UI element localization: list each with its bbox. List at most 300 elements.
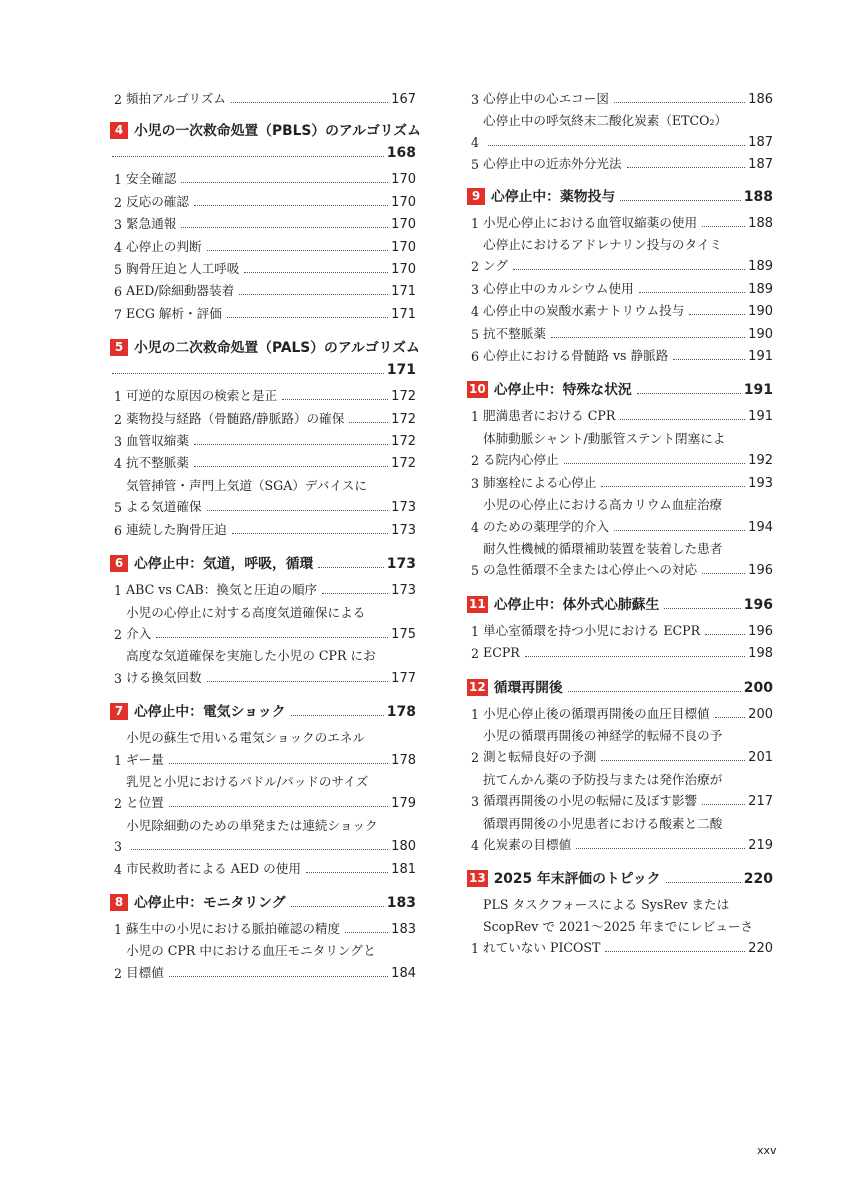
entry-number: 2 — [471, 750, 480, 766]
dot-leader — [207, 681, 389, 682]
toc-entry[interactable] — [467, 345, 773, 367]
toc-entry[interactable] — [110, 191, 416, 213]
entry-page-number: 219 — [748, 837, 773, 853]
entry-text-line: 小児の蘇生で用いる電気ショックのエネル — [126, 730, 366, 746]
section-page-number: 178 — [386, 704, 416, 721]
entry-text-line: 化炭素の目標値 — [483, 836, 572, 852]
entry-page-number: 167 — [391, 92, 416, 107]
entry-body — [126, 236, 416, 258]
entry-text-line: ング — [483, 258, 508, 274]
entry-last-line — [483, 132, 773, 153]
entry-last-line — [483, 834, 773, 856]
entry-page-number: 173 — [391, 522, 416, 538]
entry-number: 6 — [114, 284, 123, 300]
entry-text-line: 連続した胸骨圧迫 — [126, 521, 227, 537]
dot-leader — [169, 806, 388, 807]
section-number-badge: 5 — [110, 339, 128, 356]
entry-last-line — [126, 836, 416, 857]
section-heading[interactable] — [467, 594, 773, 616]
entry-body — [483, 538, 773, 582]
entry-last-line — [126, 168, 416, 190]
entry-last-line — [126, 258, 416, 280]
entry-body — [483, 234, 773, 278]
dot-leader — [689, 314, 745, 315]
section-title: 心停止中：体外式心肺蘇生 — [493, 596, 660, 613]
entry-text-line: 心停止中の心エコー図 — [483, 91, 609, 106]
toc-left-column — [110, 88, 421, 990]
entry-number: 6 — [114, 522, 123, 538]
dot-leader — [112, 373, 384, 374]
section-heading[interactable] — [467, 379, 773, 401]
entry-number: 6 — [471, 349, 480, 365]
dot-leader — [673, 359, 745, 360]
entry-number: 5 — [471, 326, 480, 342]
toc-entry[interactable] — [467, 769, 773, 813]
toc-entry[interactable] — [467, 88, 773, 110]
entry-page-number: 186 — [748, 92, 773, 107]
entry-page-number: 180 — [391, 839, 416, 855]
toc-entry[interactable] — [467, 725, 773, 769]
entry-number: 2 — [471, 259, 480, 275]
toc-entry[interactable] — [467, 212, 773, 234]
entry-body — [126, 940, 416, 984]
entry-number: 4 — [471, 519, 480, 535]
entry-body — [483, 110, 773, 153]
entry-last-line — [483, 516, 773, 538]
entry-page-number: 170 — [391, 239, 416, 255]
dot-leader — [605, 951, 745, 952]
toc-entry[interactable] — [110, 771, 416, 815]
toc-section — [467, 186, 773, 368]
toc-entry[interactable] — [110, 475, 416, 519]
toc-entry[interactable] — [467, 894, 773, 959]
entry-page-number: 220 — [748, 941, 773, 957]
toc-entry[interactable] — [467, 153, 773, 175]
dot-leader — [181, 227, 388, 228]
toc-entry[interactable] — [110, 727, 416, 771]
toc-entry[interactable] — [467, 642, 773, 664]
toc-entry[interactable] — [110, 519, 416, 541]
section-heading[interactable] — [110, 553, 416, 575]
section-page-number: 188 — [743, 188, 773, 205]
spacer — [467, 176, 773, 186]
dot-leader — [564, 463, 746, 464]
entry-last-line — [126, 88, 416, 110]
entry-body — [483, 278, 773, 300]
entry-text-line: 耐久性機械的循環補助装置を装着した患者 — [483, 540, 723, 556]
dot-leader — [601, 760, 745, 761]
entry-page-number: 179 — [391, 796, 416, 812]
entry-body — [483, 769, 773, 813]
entry-page-number: 172 — [391, 389, 416, 405]
toc-entry[interactable] — [110, 815, 416, 858]
entry-body — [483, 472, 773, 494]
entry-last-line — [126, 496, 416, 518]
toc-entry[interactable] — [467, 538, 773, 582]
toc-entry[interactable] — [467, 472, 773, 494]
entry-number: 2 — [114, 92, 123, 107]
toc-entry[interactable] — [110, 168, 416, 190]
entry-body — [126, 602, 416, 646]
entry-body — [483, 300, 773, 322]
toc-entry[interactable] — [110, 213, 416, 235]
section-page-number: 171 — [386, 362, 416, 379]
entry-text-line: 小児心停止後の循環再開後の血圧目標値 — [483, 705, 710, 721]
entry-last-line — [126, 623, 416, 645]
toc-section — [110, 553, 416, 689]
section-heading[interactable] — [110, 337, 420, 359]
section-heading[interactable] — [467, 186, 773, 208]
entry-page-number: 172 — [391, 434, 416, 450]
dot-leader — [620, 200, 741, 201]
section-entry-list — [110, 385, 416, 541]
entry-body — [126, 727, 416, 771]
entry-page-number: 187 — [748, 134, 773, 150]
entry-text-line: 小児の心停止に対する高度気道確保による — [126, 604, 366, 620]
entry-last-line — [483, 703, 773, 725]
entry-text-line: 薬物投与経路（骨髄路/静脈路）の確保 — [126, 410, 345, 426]
entry-text-line: 胸骨圧迫と人工呼吸 — [126, 261, 240, 277]
entry-text-line: 可逆的な原因の検索と是正 — [126, 388, 278, 404]
toc-section — [110, 701, 416, 880]
toc-entry[interactable] — [467, 428, 773, 472]
entry-last-line — [483, 405, 773, 427]
entry-number: 1 — [114, 389, 123, 405]
entry-last-line — [126, 667, 416, 689]
entry-text-line: 血管収縮薬 — [126, 433, 189, 449]
entry-page-number: 188 — [748, 215, 773, 231]
entry-text-line: 心停止中の呼気終末二酸化炭素（ETCO₂） — [483, 113, 728, 129]
section-title: 小児の二次救命処置（PALS）のアルゴリズム — [134, 340, 420, 357]
section-heading[interactable] — [467, 677, 773, 699]
section-entry-list — [467, 894, 773, 959]
dot-leader — [614, 102, 745, 103]
entry-number: 5 — [114, 500, 123, 516]
entry-page-number: 173 — [391, 583, 416, 599]
entry-text-line: よる気道確保 — [126, 499, 202, 515]
entry-text-line: れていない PICOST — [483, 940, 601, 956]
section-heading[interactable] — [110, 120, 421, 142]
entry-text-line: ScopRev で 2021～2025 年までにレビューさ — [483, 918, 754, 934]
entry-number: 3 — [471, 92, 480, 107]
entry-text-line: 肺塞栓による心停止 — [483, 474, 597, 490]
entry-last-line — [483, 323, 773, 345]
dot-leader — [639, 292, 745, 293]
dot-leader — [349, 422, 388, 423]
entry-text-line: のための薬理学的介入 — [483, 518, 609, 534]
entry-body — [483, 620, 773, 642]
dot-leader — [637, 393, 741, 394]
entry-body — [126, 408, 416, 430]
page-folio: xxv — [757, 1144, 777, 1157]
entry-last-line — [126, 519, 416, 541]
entry-page-number: 170 — [391, 262, 416, 278]
entry-last-line — [126, 792, 416, 814]
section-number-badge: 9 — [467, 188, 485, 205]
entry-body — [126, 771, 416, 815]
dot-leader — [705, 634, 745, 635]
toc-entry[interactable] — [467, 323, 773, 345]
section-entry-list — [467, 620, 773, 665]
entry-last-line — [126, 579, 416, 601]
entry-page-number: 196 — [748, 623, 773, 639]
entry-text-line: 頻拍アルゴリズム — [126, 91, 226, 106]
section-title: 心停止中：気道，呼吸，循環 — [134, 556, 314, 573]
section-title: 心停止中：特殊な状況 — [493, 382, 632, 399]
toc-entry[interactable] — [467, 278, 773, 300]
entry-text-line: 測と転帰良好の予測 — [483, 749, 597, 765]
entry-body — [483, 428, 773, 472]
entry-text-line: 心停止中の近赤外分光法 — [483, 156, 622, 172]
dot-leader — [551, 337, 745, 338]
dot-leader — [306, 872, 388, 873]
entry-page-number: 184 — [391, 965, 416, 981]
dot-leader — [614, 530, 745, 531]
entry-number: 1 — [114, 583, 123, 599]
section-page-number: 183 — [386, 894, 416, 911]
section-page-number: 191 — [743, 382, 773, 399]
dot-leader — [232, 533, 388, 534]
entry-text-line: 肥満患者における CPR — [483, 408, 616, 424]
toc-entry[interactable] — [110, 408, 416, 430]
entry-number: 7 — [114, 306, 123, 322]
entry-text-line: 体肺動脈シャント/動脈管ステント閉塞によ — [483, 430, 726, 446]
entry-body — [483, 703, 773, 725]
entry-text-line: 心停止中の炭酸水素ナトリウム投与 — [483, 303, 685, 319]
entry-number: 4 — [114, 239, 123, 255]
dot-leader — [131, 849, 388, 850]
section-title: 2025 年末評価のトピック — [493, 871, 661, 888]
dot-leader — [702, 573, 745, 574]
dot-leader — [207, 250, 389, 251]
dot-leader — [291, 715, 384, 716]
entry-number: 2 — [114, 796, 123, 812]
entry-text-line: PLS タスクフォースによる SysRev または — [483, 897, 730, 913]
section-heading[interactable] — [467, 868, 773, 890]
toc-entry[interactable] — [110, 385, 416, 407]
entry-body — [483, 813, 773, 857]
entry-page-number: 178 — [391, 752, 416, 768]
dot-leader — [525, 656, 745, 657]
entry-text-line: AED/除細動器装着 — [126, 283, 235, 299]
entry-last-line — [483, 278, 773, 300]
entry-page-number: 187 — [748, 157, 773, 173]
entry-number: 3 — [471, 794, 480, 810]
section-number-badge: 12 — [469, 679, 486, 694]
toc-section — [467, 677, 773, 857]
entry-number: 2 — [114, 194, 123, 210]
toc-section — [467, 379, 773, 581]
section-entry-list — [467, 703, 773, 857]
section-heading[interactable] — [110, 892, 416, 914]
entry-body — [483, 212, 773, 234]
section-number-badge: 8 — [110, 894, 128, 911]
section-title: 心停止中：電気ショック — [134, 704, 286, 721]
entry-number: 2 — [114, 965, 123, 981]
entry-page-number: 170 — [391, 194, 416, 210]
toc-entry[interactable] — [110, 918, 416, 940]
section-page-number: 200 — [743, 679, 773, 696]
entry-body — [126, 191, 416, 213]
entry-number: 3 — [114, 434, 123, 450]
toc-entry[interactable] — [110, 858, 416, 880]
dot-leader — [568, 691, 741, 692]
toc-entry[interactable] — [467, 234, 773, 278]
entry-text-line: 乳児と小児におけるパドル/パッドのサイズ — [126, 773, 369, 789]
toc-entry[interactable] — [110, 236, 416, 258]
dot-leader — [664, 608, 741, 609]
toc-entry[interactable] — [110, 602, 416, 646]
entry-body — [483, 153, 773, 175]
entry-last-line — [126, 408, 416, 430]
entry-text-line: 介入 — [126, 625, 152, 641]
entry-body — [126, 452, 416, 474]
entry-last-line — [483, 345, 773, 367]
toc-entry[interactable] — [467, 620, 773, 642]
entry-text-line: ける換気回数 — [126, 669, 202, 685]
toc-entry[interactable] — [467, 703, 773, 725]
entry-last-line — [483, 212, 773, 234]
entry-number: 5 — [471, 563, 480, 579]
entry-page-number: 190 — [748, 304, 773, 320]
section-entry-list — [110, 579, 416, 689]
entry-number: 2 — [114, 626, 123, 642]
section-entry-list — [467, 405, 773, 581]
toc-entry[interactable] — [110, 303, 416, 325]
entry-body — [126, 385, 416, 407]
entry-text-line: 気管挿管・声門上気道（SGA）デバイスに — [126, 477, 367, 493]
entry-last-line — [126, 303, 416, 325]
entry-body — [483, 642, 773, 664]
section-entry-list — [467, 212, 773, 368]
entry-last-line — [483, 153, 773, 175]
entry-text-line: 小児の循環再開後の神経学的転帰不良の予 — [483, 727, 723, 743]
entry-number: 4 — [471, 134, 480, 150]
dot-leader — [345, 932, 388, 933]
dot-leader — [702, 804, 745, 805]
toc-entry[interactable] — [110, 280, 416, 302]
entry-last-line — [126, 430, 416, 452]
entry-number: 1 — [471, 409, 480, 425]
entry-page-number: 192 — [748, 453, 773, 469]
entry-text-line: ECPR — [483, 645, 520, 661]
entry-number: 1 — [471, 706, 480, 722]
toc-entry[interactable] — [110, 430, 416, 452]
entry-body — [126, 475, 416, 519]
entry-page-number: 201 — [748, 750, 773, 766]
entry-number: 5 — [114, 262, 123, 278]
toc-entry[interactable] — [110, 579, 416, 601]
toc-entry[interactable] — [467, 494, 773, 538]
section-heading-leader — [110, 142, 416, 164]
section-entry-list — [110, 727, 416, 880]
entry-last-line — [483, 937, 773, 959]
entry-page-number: 200 — [748, 706, 773, 722]
entry-text-line: 小児心停止における血管収縮薬の使用 — [483, 214, 698, 230]
entry-body — [483, 345, 773, 367]
entry-last-line — [483, 300, 773, 322]
entry-text-line: 目標値 — [126, 964, 164, 980]
entry-page-number: 191 — [748, 409, 773, 425]
entry-page-number: 181 — [391, 861, 416, 877]
toc-entry[interactable] — [110, 88, 416, 110]
dot-leader — [318, 567, 383, 568]
section-number-badge: 6 — [110, 555, 128, 572]
entry-last-line — [483, 472, 773, 494]
dot-leader — [513, 269, 745, 270]
dot-leader — [702, 226, 745, 227]
entry-page-number: 173 — [391, 500, 416, 516]
dot-leader — [169, 763, 388, 764]
toc-section — [110, 892, 416, 984]
entry-number: 1 — [114, 921, 123, 937]
entry-text-line: 循環再開後の小児患者における酸素と二酸 — [483, 815, 723, 831]
section-title: 循環再開後 — [493, 679, 563, 696]
entry-last-line — [126, 236, 416, 258]
entry-number: 4 — [471, 837, 480, 853]
toc-entry[interactable] — [467, 405, 773, 427]
toc-entry[interactable] — [110, 258, 416, 280]
entry-number: 1 — [114, 752, 123, 768]
entry-text-line: 心停止の判断 — [126, 238, 202, 254]
dot-leader — [112, 156, 384, 157]
toc-section — [110, 337, 420, 541]
entry-last-line — [126, 962, 416, 984]
entry-number: 1 — [114, 172, 123, 188]
section-title: 小児の一次救命処置（PBLS）のアルゴリズム — [134, 123, 421, 140]
entry-body — [483, 494, 773, 538]
dot-leader — [194, 466, 388, 467]
entry-page-number: 183 — [391, 921, 416, 937]
section-entry-list — [110, 918, 416, 984]
entry-page-number: 170 — [391, 217, 416, 233]
toc-entry[interactable] — [110, 940, 416, 984]
section-page-number: 220 — [743, 871, 773, 888]
entry-page-number: 189 — [748, 259, 773, 275]
section-number-badge: 4 — [110, 122, 128, 139]
entry-number: 1 — [471, 941, 480, 957]
section-title: 心停止中：モニタリング — [134, 894, 286, 911]
entry-last-line — [483, 642, 773, 664]
entry-last-line — [126, 918, 416, 940]
entry-body — [126, 280, 416, 302]
toc-entry[interactable] — [110, 452, 416, 474]
toc-entry[interactable] — [467, 813, 773, 857]
entry-number: 4 — [471, 304, 480, 320]
dot-leader — [207, 510, 389, 511]
entry-page-number: 217 — [748, 794, 773, 810]
entry-number: 3 — [114, 839, 123, 855]
entry-page-number: 191 — [748, 349, 773, 365]
entry-number: 3 — [471, 475, 480, 491]
section-heading[interactable] — [110, 701, 416, 723]
entry-body — [126, 579, 416, 601]
toc-entry[interactable] — [467, 110, 773, 153]
entry-text-line: 反応の確認 — [126, 193, 189, 209]
entry-last-line — [126, 452, 416, 474]
entry-text-line: と位置 — [126, 795, 164, 811]
entry-text-line: 抗不整脈薬 — [126, 455, 189, 471]
entry-page-number: 170 — [391, 172, 416, 188]
toc-entry[interactable] — [110, 645, 416, 689]
dot-leader — [244, 272, 388, 273]
section-entry-list — [110, 168, 416, 325]
entry-body — [126, 645, 416, 689]
entry-text-line: 小児の CPR 中における血圧モニタリングと — [126, 943, 376, 959]
toc-entry[interactable] — [467, 300, 773, 322]
entry-body — [126, 88, 416, 110]
dot-leader — [488, 145, 745, 146]
